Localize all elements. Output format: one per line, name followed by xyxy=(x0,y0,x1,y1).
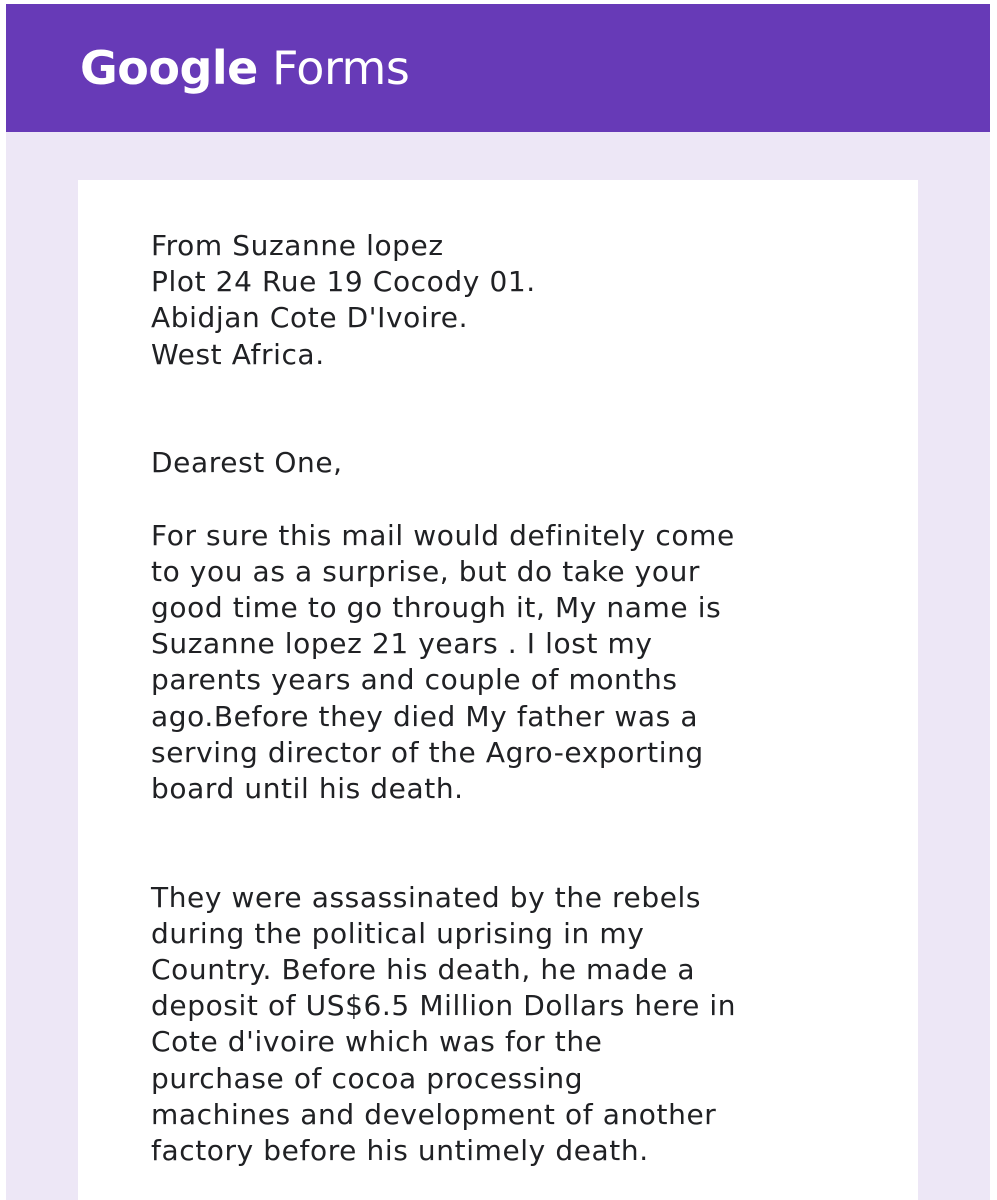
paragraph-line: They were assassinated by the rebels xyxy=(151,880,702,914)
form-page xyxy=(6,4,990,1200)
form-header xyxy=(6,4,990,132)
paragraph-line: during the political uprising in my xyxy=(151,916,645,950)
google-forms-logo xyxy=(80,34,409,102)
logo-brand-text: Google xyxy=(80,41,258,95)
form-description xyxy=(151,228,901,1169)
paragraph-line: ago.Before they died My father was a xyxy=(151,699,699,733)
paragraph-line: good time to go through it, My name is xyxy=(151,591,722,624)
paragraph-line: purchase of cocoa processing xyxy=(151,1061,584,1095)
paragraph-line: Cote d'ivoire which was for the xyxy=(151,1025,603,1059)
paragraph-line: serving director of the Agro-exporting xyxy=(151,735,704,769)
paragraph-line: For sure this mail would definitely come xyxy=(151,518,735,552)
form-description-card xyxy=(78,180,918,1200)
paragraph-line: parents years and couple of months xyxy=(151,663,678,697)
paragraph-line: Suzanne lopez 21 years . I lost my xyxy=(151,627,653,661)
address-line: Abidjan Cote D'Ivoire. xyxy=(151,301,469,335)
address-line: West Africa. xyxy=(151,337,325,371)
paragraph-line: board until his death. xyxy=(151,772,464,806)
address-line: From Suzanne lopez xyxy=(151,229,444,262)
paragraph-line: deposit of US$6.5 Million Dollars here in xyxy=(151,989,737,1023)
address-line: Plot 24 Rue 19 Cocody 01. xyxy=(151,265,536,299)
paragraph-line: to you as a surprise, but do take your xyxy=(151,554,701,588)
logo-product-text: Forms xyxy=(271,41,410,95)
greeting: Dearest One, xyxy=(151,446,343,480)
paragraph-line: machines and development of another xyxy=(151,1097,717,1131)
paragraph-line: Country. Before his death, he made a xyxy=(151,953,696,987)
paragraph-line: factory before his untimely death. xyxy=(151,1134,649,1168)
